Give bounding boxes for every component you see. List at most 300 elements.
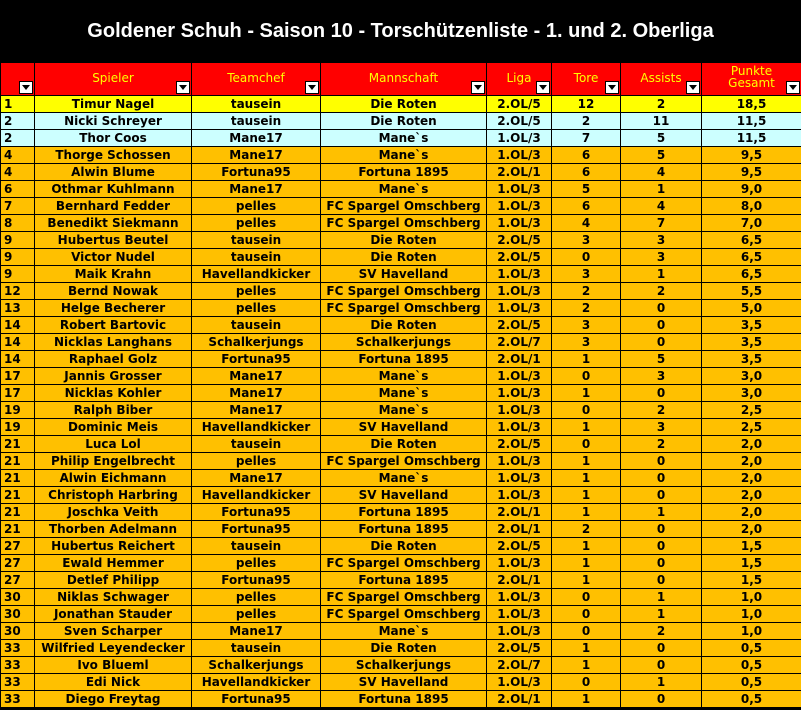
table-row — [1, 538, 801, 555]
table-row — [1, 215, 801, 232]
cell-tore: 1 — [552, 470, 621, 487]
cell-spieler: Niklas Schwager — [35, 589, 192, 606]
cell-liga: 1.OL/3 — [487, 198, 552, 215]
cell-spieler: Robert Bartovic — [35, 317, 192, 334]
cell-spieler: Edi Nick — [35, 674, 192, 691]
cell-assists: 1 — [621, 266, 702, 283]
table-row — [1, 419, 801, 436]
cell-spieler: Thor Coos — [35, 130, 192, 147]
cell-mannschaft: FC Spargel Omschberg — [321, 453, 487, 470]
cell-assists: 4 — [621, 164, 702, 181]
cell-assists: 1 — [621, 674, 702, 691]
cell-spieler: Jannis Grosser — [35, 368, 192, 385]
cell-mannschaft: Die Roten — [321, 436, 487, 453]
cell-punkte: 2,0 — [702, 504, 801, 521]
column-header-spieler — [35, 63, 192, 96]
cell-mannschaft: Fortuna 1895 — [321, 572, 487, 589]
cell-tore: 6 — [552, 164, 621, 181]
cell-spieler: Diego Freytag — [35, 691, 192, 708]
dropdown-arrow-icon[interactable] — [536, 81, 550, 94]
cell-spieler: Luca Lol — [35, 436, 192, 453]
cell-teamchef: Mane17 — [192, 147, 321, 164]
cell-rank: 21 — [1, 436, 35, 453]
table-row — [1, 657, 801, 674]
cell-teamchef: Fortuna95 — [192, 164, 321, 181]
cell-tore: 0 — [552, 623, 621, 640]
cell-mannschaft: SV Havelland — [321, 419, 487, 436]
cell-tore: 0 — [552, 589, 621, 606]
table-row — [1, 470, 801, 487]
table-row — [1, 674, 801, 691]
column-header-label: Assists — [640, 71, 682, 85]
cell-punkte: 1,0 — [702, 589, 801, 606]
cell-liga: 2.OL/1 — [487, 504, 552, 521]
cell-spieler: Philip Engelbrecht — [35, 453, 192, 470]
table-row — [1, 402, 801, 419]
table-row — [1, 164, 801, 181]
cell-assists: 0 — [621, 300, 702, 317]
cell-assists: 1 — [621, 504, 702, 521]
cell-teamchef: tausein — [192, 96, 321, 113]
cell-tore: 3 — [552, 334, 621, 351]
cell-teamchef: Schalkerjungs — [192, 334, 321, 351]
cell-teamchef: tausein — [192, 317, 321, 334]
cell-teamchef: pelles — [192, 606, 321, 623]
cell-mannschaft: Mane`s — [321, 368, 487, 385]
cell-assists: 1 — [621, 606, 702, 623]
cell-tore: 1 — [552, 453, 621, 470]
cell-punkte: 3,0 — [702, 368, 801, 385]
cell-rank: 27 — [1, 538, 35, 555]
column-header-assists — [621, 63, 702, 96]
cell-tore: 6 — [552, 198, 621, 215]
cell-punkte: 1,5 — [702, 538, 801, 555]
cell-assists: 0 — [621, 487, 702, 504]
cell-mannschaft: SV Havelland — [321, 266, 487, 283]
table-row — [1, 334, 801, 351]
cell-teamchef: tausein — [192, 538, 321, 555]
cell-spieler: Jonathan Stauder — [35, 606, 192, 623]
cell-assists: 3 — [621, 419, 702, 436]
cell-spieler: Thorben Adelmann — [35, 521, 192, 538]
cell-tore: 5 — [552, 181, 621, 198]
cell-tore: 12 — [552, 96, 621, 113]
cell-teamchef: tausein — [192, 249, 321, 266]
cell-tore: 0 — [552, 368, 621, 385]
column-header-punkte — [702, 63, 801, 96]
cell-mannschaft: Die Roten — [321, 113, 487, 130]
cell-assists: 0 — [621, 317, 702, 334]
cell-mannschaft: Die Roten — [321, 538, 487, 555]
cell-tore: 0 — [552, 674, 621, 691]
cell-mannschaft: Fortuna 1895 — [321, 691, 487, 708]
cell-punkte: 2,5 — [702, 402, 801, 419]
cell-tore: 7 — [552, 130, 621, 147]
cell-punkte: 0,5 — [702, 640, 801, 657]
cell-liga: 2.OL/7 — [487, 334, 552, 351]
cell-rank: 9 — [1, 232, 35, 249]
cell-punkte: 11,5 — [702, 113, 801, 130]
cell-liga: 1.OL/3 — [487, 623, 552, 640]
cell-assists: 0 — [621, 521, 702, 538]
cell-assists: 4 — [621, 198, 702, 215]
cell-liga: 2.OL/1 — [487, 521, 552, 538]
cell-spieler: Wilfried Leyendecker — [35, 640, 192, 657]
cell-punkte: 3,5 — [702, 334, 801, 351]
cell-liga: 1.OL/3 — [487, 453, 552, 470]
table-row — [1, 96, 801, 113]
table-row — [1, 283, 801, 300]
cell-rank: 6 — [1, 181, 35, 198]
table-row — [1, 266, 801, 283]
cell-mannschaft: Die Roten — [321, 96, 487, 113]
scorer-table — [0, 62, 801, 708]
cell-assists: 2 — [621, 283, 702, 300]
cell-liga: 2.OL/5 — [487, 436, 552, 453]
cell-tore: 6 — [552, 147, 621, 164]
cell-liga: 1.OL/3 — [487, 555, 552, 572]
cell-rank: 19 — [1, 402, 35, 419]
cell-punkte: 2,0 — [702, 453, 801, 470]
cell-mannschaft: SV Havelland — [321, 674, 487, 691]
cell-rank: 2 — [1, 113, 35, 130]
cell-punkte: 6,5 — [702, 249, 801, 266]
cell-tore: 1 — [552, 640, 621, 657]
cell-rank: 9 — [1, 249, 35, 266]
cell-mannschaft: Die Roten — [321, 640, 487, 657]
cell-mannschaft: Die Roten — [321, 249, 487, 266]
cell-teamchef: tausein — [192, 436, 321, 453]
cell-tore: 1 — [552, 351, 621, 368]
cell-assists: 0 — [621, 572, 702, 589]
cell-teamchef: Havellandkicker — [192, 674, 321, 691]
cell-liga: 1.OL/3 — [487, 470, 552, 487]
cell-punkte: 11,5 — [702, 130, 801, 147]
table-row — [1, 453, 801, 470]
cell-spieler: Othmar Kuhlmann — [35, 181, 192, 198]
cell-tore: 0 — [552, 402, 621, 419]
cell-tore: 2 — [552, 300, 621, 317]
cell-spieler: Bernhard Fedder — [35, 198, 192, 215]
table-row — [1, 385, 801, 402]
cell-liga: 2.OL/5 — [487, 538, 552, 555]
cell-liga: 2.OL/5 — [487, 113, 552, 130]
cell-rank: 21 — [1, 453, 35, 470]
cell-rank: 27 — [1, 555, 35, 572]
cell-spieler: Timur Nagel — [35, 96, 192, 113]
cell-rank: 17 — [1, 385, 35, 402]
cell-liga: 1.OL/3 — [487, 368, 552, 385]
cell-liga: 2.OL/5 — [487, 96, 552, 113]
cell-assists: 3 — [621, 368, 702, 385]
column-header-label: Teamchef — [227, 71, 285, 85]
column-header-liga — [487, 63, 552, 96]
cell-rank: 12 — [1, 283, 35, 300]
cell-tore: 1 — [552, 487, 621, 504]
cell-spieler: Victor Nudel — [35, 249, 192, 266]
cell-punkte: 3,0 — [702, 385, 801, 402]
cell-rank: 33 — [1, 640, 35, 657]
cell-liga: 2.OL/1 — [487, 572, 552, 589]
cell-punkte: 18,5 — [702, 96, 801, 113]
cell-liga: 2.OL/1 — [487, 351, 552, 368]
cell-punkte: 5,0 — [702, 300, 801, 317]
cell-punkte: 1,5 — [702, 555, 801, 572]
cell-mannschaft: Schalkerjungs — [321, 334, 487, 351]
column-header-label: Mannschaft — [368, 71, 439, 85]
cell-teamchef: Havellandkicker — [192, 419, 321, 436]
cell-punkte: 9,0 — [702, 181, 801, 198]
cell-mannschaft: Mane`s — [321, 402, 487, 419]
cell-teamchef: pelles — [192, 198, 321, 215]
cell-mannschaft: FC Spargel Omschberg — [321, 555, 487, 572]
column-header-mannschaft — [321, 63, 487, 96]
table-row — [1, 317, 801, 334]
cell-teamchef: Mane17 — [192, 368, 321, 385]
cell-tore: 1 — [552, 385, 621, 402]
cell-punkte: 3,5 — [702, 351, 801, 368]
cell-liga: 1.OL/3 — [487, 402, 552, 419]
cell-tore: 0 — [552, 606, 621, 623]
cell-tore: 1 — [552, 572, 621, 589]
table-row — [1, 181, 801, 198]
cell-teamchef: Mane17 — [192, 623, 321, 640]
cell-assists: 2 — [621, 96, 702, 113]
cell-rank: 14 — [1, 351, 35, 368]
table-row — [1, 198, 801, 215]
cell-assists: 3 — [621, 232, 702, 249]
column-header-label: Liga — [506, 71, 532, 85]
cell-assists: 2 — [621, 436, 702, 453]
cell-spieler: Nicklas Langhans — [35, 334, 192, 351]
table-row — [1, 368, 801, 385]
cell-mannschaft: Mane`s — [321, 385, 487, 402]
cell-teamchef: Fortuna95 — [192, 521, 321, 538]
cell-punkte: 7,0 — [702, 215, 801, 232]
dropdown-arrow-icon[interactable] — [686, 81, 700, 94]
cell-spieler: Hubertus Beutel — [35, 232, 192, 249]
cell-teamchef: pelles — [192, 215, 321, 232]
cell-liga: 1.OL/3 — [487, 215, 552, 232]
cell-assists: 7 — [621, 215, 702, 232]
cell-mannschaft: Mane`s — [321, 470, 487, 487]
cell-punkte: 5,5 — [702, 283, 801, 300]
cell-spieler: Ralph Biber — [35, 402, 192, 419]
cell-spieler: Alwin Blume — [35, 164, 192, 181]
table-row — [1, 436, 801, 453]
cell-mannschaft: Mane`s — [321, 130, 487, 147]
column-header-label: Punkte — [730, 64, 773, 78]
cell-liga: 1.OL/3 — [487, 606, 552, 623]
cell-liga: 1.OL/3 — [487, 674, 552, 691]
cell-tore: 0 — [552, 436, 621, 453]
cell-assists: 0 — [621, 385, 702, 402]
dropdown-arrow-icon[interactable] — [471, 81, 485, 94]
cell-rank: 30 — [1, 606, 35, 623]
cell-teamchef: pelles — [192, 589, 321, 606]
column-header-label: Spieler — [92, 71, 134, 85]
table-row — [1, 589, 801, 606]
cell-teamchef: pelles — [192, 300, 321, 317]
cell-punkte: 0,5 — [702, 657, 801, 674]
table-row — [1, 691, 801, 708]
cell-teamchef: pelles — [192, 453, 321, 470]
header-row — [1, 63, 801, 96]
cell-punkte: 6,5 — [702, 232, 801, 249]
cell-mannschaft: FC Spargel Omschberg — [321, 283, 487, 300]
cell-punkte: 2,0 — [702, 436, 801, 453]
cell-tore: 3 — [552, 317, 621, 334]
dropdown-arrow-icon[interactable] — [605, 81, 619, 94]
cell-assists: 11 — [621, 113, 702, 130]
table-row — [1, 113, 801, 130]
cell-spieler: Nicki Schreyer — [35, 113, 192, 130]
cell-tore: 1 — [552, 691, 621, 708]
cell-punkte: 6,5 — [702, 266, 801, 283]
cell-mannschaft: Mane`s — [321, 623, 487, 640]
cell-assists: 0 — [621, 657, 702, 674]
cell-punkte: 2,0 — [702, 470, 801, 487]
cell-tore: 1 — [552, 504, 621, 521]
cell-teamchef: Fortuna95 — [192, 572, 321, 589]
cell-spieler: Joschka Veith — [35, 504, 192, 521]
column-header-rank — [1, 63, 35, 96]
cell-liga: 1.OL/3 — [487, 385, 552, 402]
column-header-label: Gesamt — [728, 76, 775, 90]
table-row — [1, 606, 801, 623]
cell-rank: 30 — [1, 623, 35, 640]
cell-tore: 1 — [552, 419, 621, 436]
cell-mannschaft: Fortuna 1895 — [321, 351, 487, 368]
cell-rank: 30 — [1, 589, 35, 606]
cell-tore: 1 — [552, 657, 621, 674]
cell-teamchef: Mane17 — [192, 402, 321, 419]
cell-tore: 3 — [552, 232, 621, 249]
cell-mannschaft: FC Spargel Omschberg — [321, 589, 487, 606]
cell-teamchef: Mane17 — [192, 385, 321, 402]
dropdown-arrow-icon[interactable] — [19, 81, 33, 94]
cell-liga: 1.OL/3 — [487, 147, 552, 164]
column-header-teamchef — [192, 63, 321, 96]
dropdown-arrow-icon[interactable] — [786, 81, 800, 94]
column-header-tore — [552, 63, 621, 96]
cell-spieler: Detlef Philipp — [35, 572, 192, 589]
table-row — [1, 521, 801, 538]
cell-liga: 2.OL/7 — [487, 657, 552, 674]
cell-teamchef: Havellandkicker — [192, 266, 321, 283]
cell-tore: 2 — [552, 521, 621, 538]
cell-teamchef: Fortuna95 — [192, 351, 321, 368]
cell-rank: 8 — [1, 215, 35, 232]
cell-liga: 1.OL/3 — [487, 283, 552, 300]
cell-assists: 5 — [621, 351, 702, 368]
cell-mannschaft: Fortuna 1895 — [321, 164, 487, 181]
cell-liga: 2.OL/1 — [487, 691, 552, 708]
cell-spieler: Helge Becherer — [35, 300, 192, 317]
cell-rank: 1 — [1, 96, 35, 113]
cell-liga: 1.OL/3 — [487, 181, 552, 198]
cell-punkte: 9,5 — [702, 164, 801, 181]
cell-mannschaft: FC Spargel Omschberg — [321, 606, 487, 623]
table-row — [1, 623, 801, 640]
cell-assists: 2 — [621, 402, 702, 419]
cell-assists: 2 — [621, 623, 702, 640]
cell-teamchef: Havellandkicker — [192, 487, 321, 504]
cell-spieler: Benedikt Siekmann — [35, 215, 192, 232]
cell-mannschaft: Die Roten — [321, 232, 487, 249]
cell-punkte: 2,5 — [702, 419, 801, 436]
table-row — [1, 300, 801, 317]
column-header-label: Tore — [573, 71, 599, 85]
cell-spieler: Alwin Eichmann — [35, 470, 192, 487]
cell-assists: 0 — [621, 538, 702, 555]
cell-mannschaft: FC Spargel Omschberg — [321, 215, 487, 232]
cell-liga: 2.OL/5 — [487, 249, 552, 266]
cell-teamchef: tausein — [192, 640, 321, 657]
cell-liga: 1.OL/3 — [487, 130, 552, 147]
page-title: Goldener Schuh - Saison 10 - Torschützenliste - 1. und 2. Oberliga — [0, 0, 801, 63]
cell-teamchef: Mane17 — [192, 470, 321, 487]
table-row — [1, 147, 801, 164]
cell-assists: 0 — [621, 640, 702, 657]
cell-rank: 9 — [1, 266, 35, 283]
cell-rank: 27 — [1, 572, 35, 589]
cell-rank: 21 — [1, 470, 35, 487]
cell-rank: 33 — [1, 691, 35, 708]
cell-punkte: 2,0 — [702, 521, 801, 538]
table-row — [1, 487, 801, 504]
cell-punkte: 8,0 — [702, 198, 801, 215]
cell-teamchef: pelles — [192, 283, 321, 300]
cell-tore: 1 — [552, 555, 621, 572]
cell-liga: 2.OL/5 — [487, 232, 552, 249]
cell-assists: 0 — [621, 691, 702, 708]
table-row — [1, 249, 801, 266]
table-row — [1, 640, 801, 657]
cell-liga: 1.OL/3 — [487, 419, 552, 436]
cell-assists: 0 — [621, 555, 702, 572]
cell-teamchef: tausein — [192, 232, 321, 249]
table-body — [1, 96, 801, 708]
cell-mannschaft: Schalkerjungs — [321, 657, 487, 674]
dropdown-arrow-icon[interactable] — [176, 81, 190, 94]
cell-punkte: 1,5 — [702, 572, 801, 589]
cell-mannschaft: Fortuna 1895 — [321, 521, 487, 538]
cell-punkte: 9,5 — [702, 147, 801, 164]
cell-punkte: 1,0 — [702, 606, 801, 623]
cell-mannschaft: FC Spargel Omschberg — [321, 300, 487, 317]
cell-assists: 0 — [621, 334, 702, 351]
cell-liga: 1.OL/3 — [487, 266, 552, 283]
cell-mannschaft: Die Roten — [321, 317, 487, 334]
table-row — [1, 572, 801, 589]
cell-rank: 21 — [1, 487, 35, 504]
cell-mannschaft: Mane`s — [321, 181, 487, 198]
cell-spieler: Dominic Meis — [35, 419, 192, 436]
cell-assists: 5 — [621, 130, 702, 147]
cell-punkte: 1,0 — [702, 623, 801, 640]
cell-tore: 2 — [552, 283, 621, 300]
cell-teamchef: Schalkerjungs — [192, 657, 321, 674]
cell-teamchef: tausein — [192, 113, 321, 130]
dropdown-arrow-icon[interactable] — [305, 81, 319, 94]
cell-rank: 13 — [1, 300, 35, 317]
cell-spieler: Nicklas Kohler — [35, 385, 192, 402]
cell-mannschaft: SV Havelland — [321, 487, 487, 504]
cell-tore: 3 — [552, 266, 621, 283]
cell-mannschaft: Mane`s — [321, 147, 487, 164]
cell-liga: 1.OL/3 — [487, 300, 552, 317]
